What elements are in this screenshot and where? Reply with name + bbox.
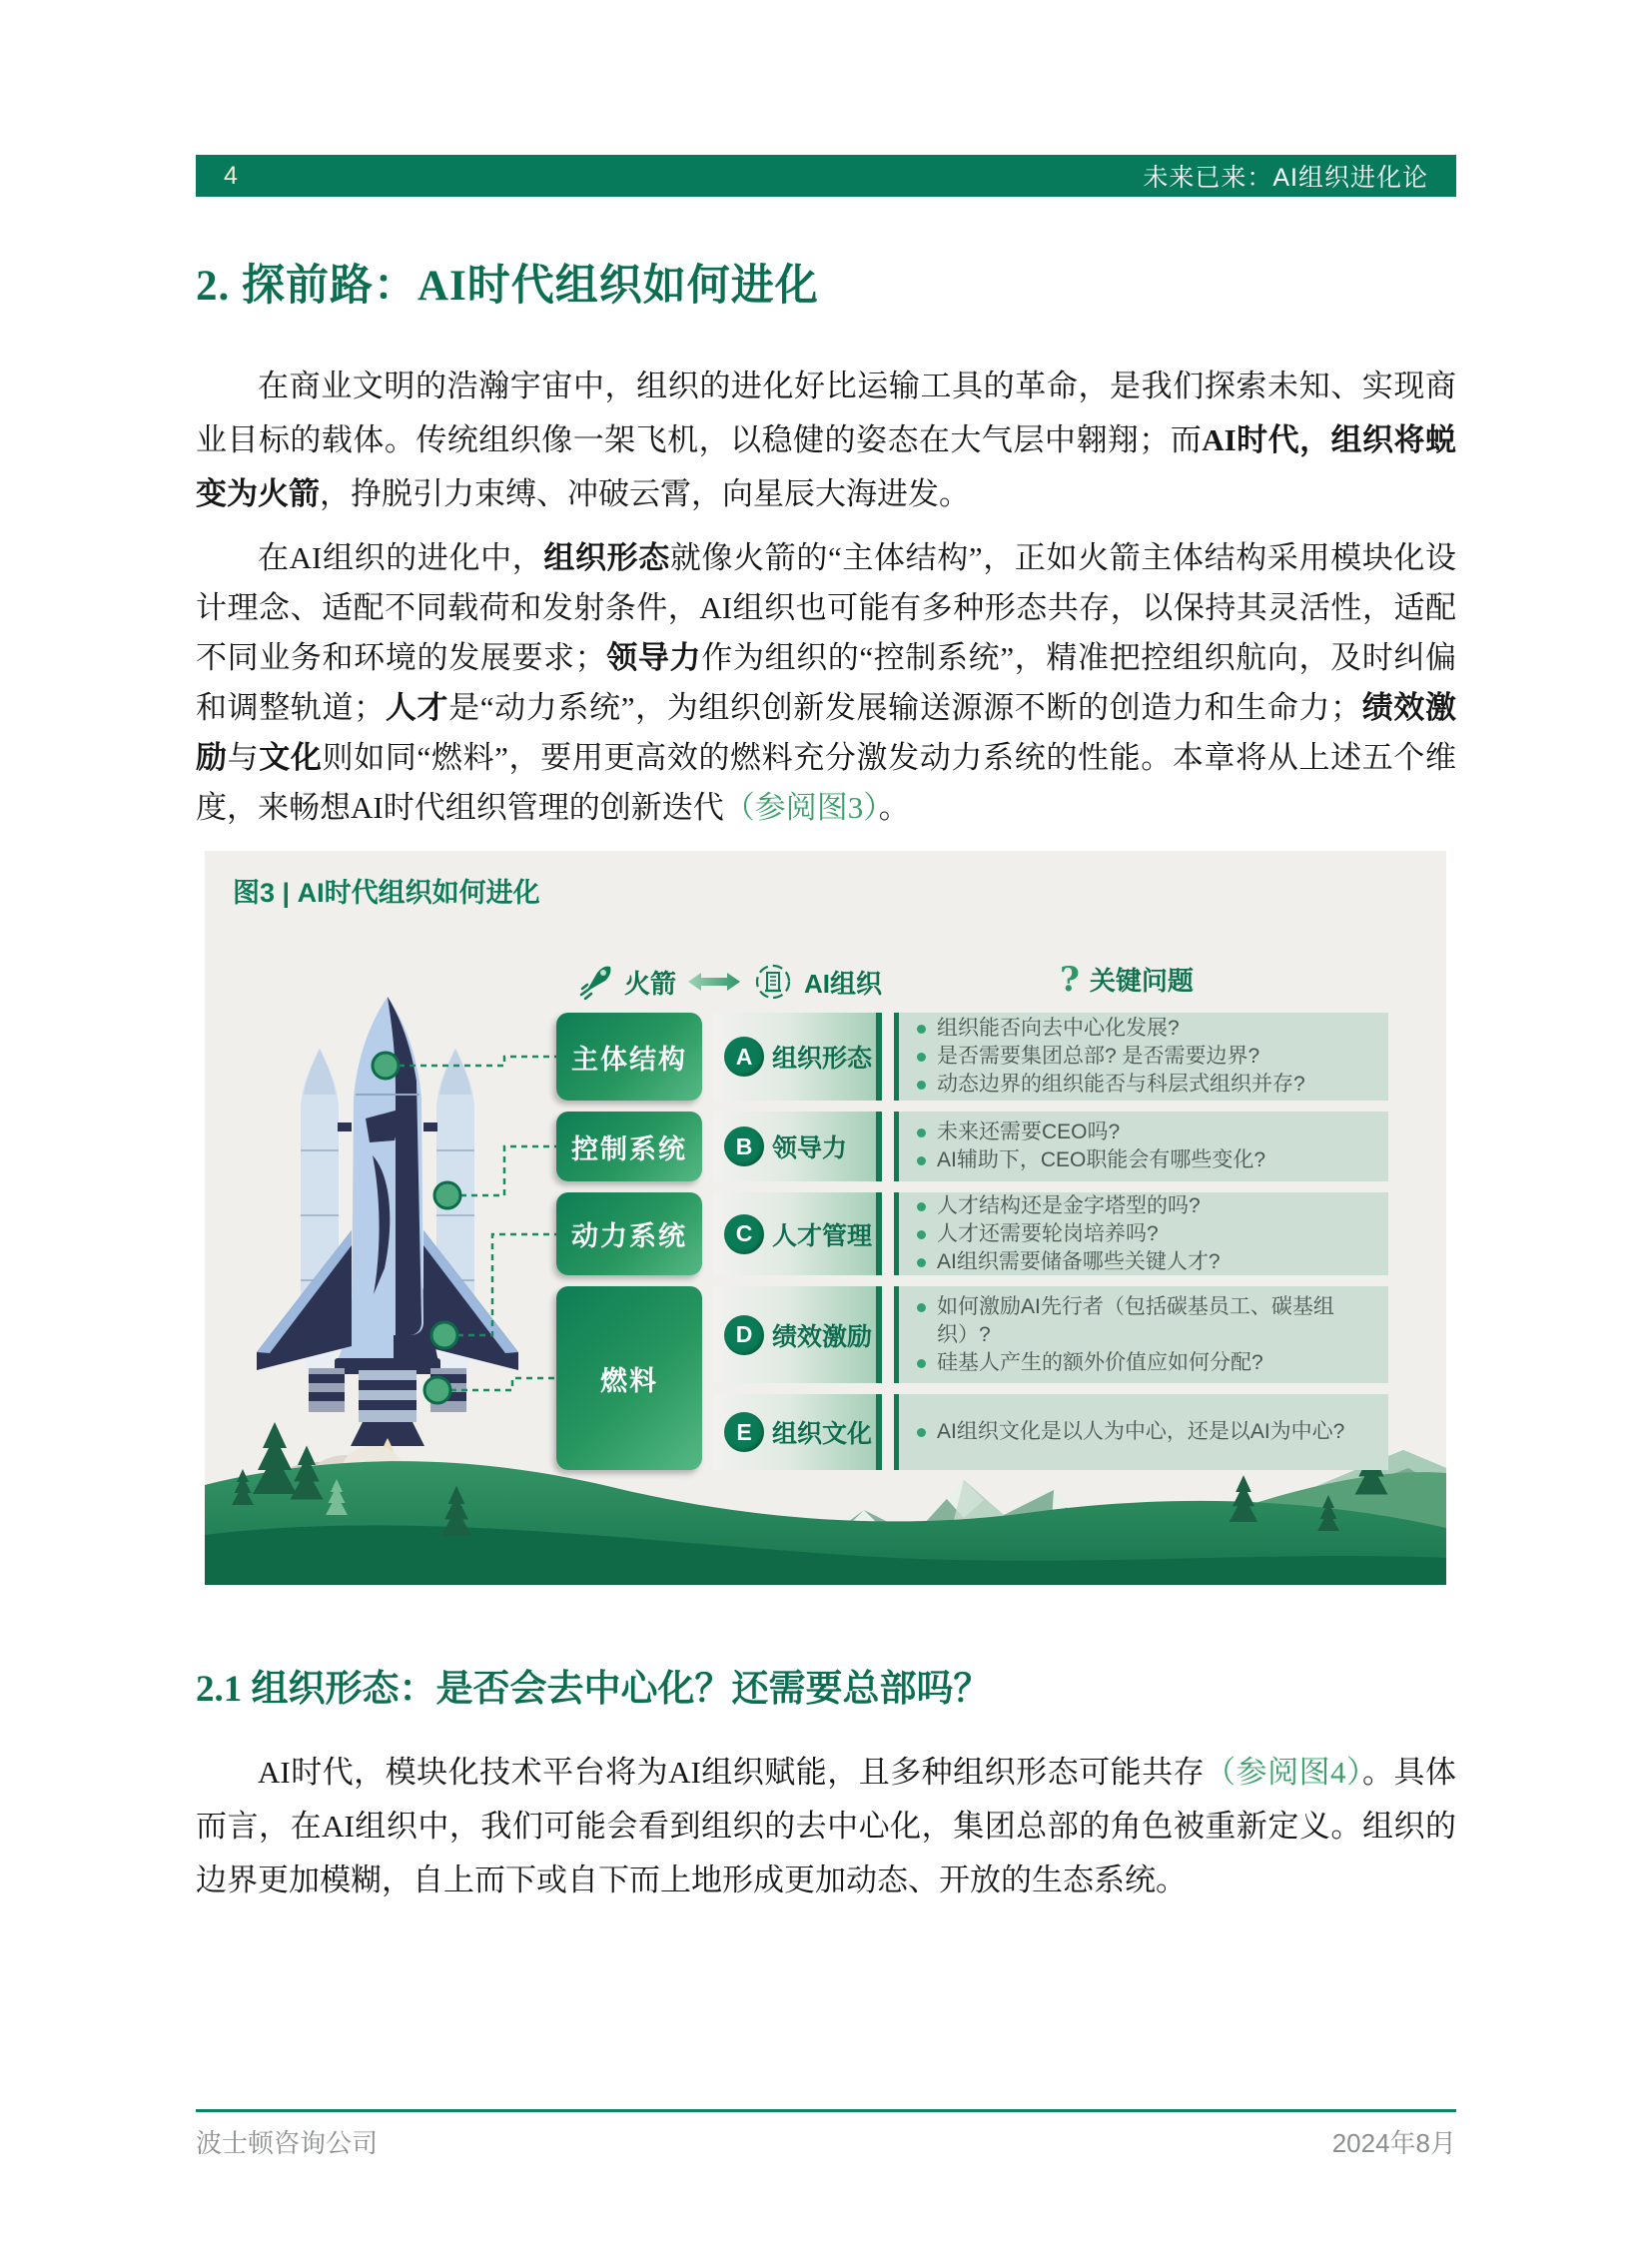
text-run: AI时代，模块化技术平台将为AI组织赋能，且多种组织形态可能共存 (258, 1755, 1206, 1790)
org-dimension-cell (714, 1286, 882, 1383)
question-item: 人才结构还是金字塔型的吗? (915, 1192, 1221, 1220)
text-run-bold: 组织形态 (543, 540, 670, 575)
text-run-bold: 绩效激励 (196, 690, 1457, 775)
text-run: 在商业文明的浩瀚宇宙中，组织的进化好比运输工具的革命，是我们探索未知、实现商业目标的载体。传统组织像一架飞机，以稳健的姿态在大气层中翱翔；而 (196, 369, 1456, 457)
text-run-bold: AI时代，组织将蜕变为火箭 (196, 422, 1456, 511)
question-mark-icon: ? (1060, 959, 1080, 1000)
connector-power-system (457, 1234, 556, 1335)
text-run: 。 (878, 790, 910, 825)
text-run-bold: 领导力 (605, 640, 702, 675)
text-run-bold: 文化 (259, 740, 323, 775)
letter-badge: E (724, 1412, 764, 1452)
question-item: 组织能否向去中心化发展? (915, 1015, 1305, 1043)
text-run: 与 (227, 740, 260, 775)
question-item: AI辅助下，CEO职能会有哪些变化? (915, 1146, 1265, 1174)
row-leadership (556, 1112, 1388, 1181)
figure-3-panel (205, 851, 1446, 1585)
section-title: 2. 探前路：AI时代组织如何进化 (196, 263, 819, 310)
rocket-part-label: 动力系统 (556, 1192, 702, 1275)
org-dimension-label: 组织形态 (772, 1045, 873, 1073)
org-dimension-cell (714, 1013, 882, 1101)
org-dimension-label: 组织文化 (772, 1420, 873, 1448)
letter-badge: A (724, 1037, 764, 1077)
legend-org-label: AI组织 (804, 968, 883, 999)
letter-badge: C (724, 1214, 764, 1254)
figure-rows (556, 1013, 1388, 1481)
figure-4-reference-link[interactable]: （参阅图4） (1205, 1755, 1363, 1790)
figure-3-reference-link[interactable]: （参阅图3） (723, 790, 879, 825)
key-questions-cell (894, 1013, 1388, 1101)
ai-organization-icon (752, 961, 794, 1003)
swap-arrow-icon (686, 970, 742, 994)
org-dimension-label: 人才管理 (772, 1221, 873, 1250)
rocket-part-label-fuel: 燃料 (556, 1286, 702, 1470)
key-questions-cell (894, 1192, 1388, 1275)
figure-legend-right (1060, 961, 1194, 998)
question-item: 未来还需要CEO吗? (915, 1119, 1265, 1146)
letter-badge: D (724, 1315, 764, 1355)
legend-questions-label: 关键问题 (1089, 966, 1194, 996)
question-item: 如何激励AI先行者（包括碳基员工、碳基组织）? (915, 1293, 1384, 1349)
connector-control-system (460, 1146, 556, 1195)
key-questions-cell (894, 1286, 1388, 1383)
text-run: 。具体而言，在AI组织中，我们可能会看到组织的去中心化，集团总部的角色被重新定义。组织的边界更加模糊，自上而下或自下而上地形成更加动态、开放的生态系统。 (196, 1755, 1457, 1897)
page-number: 4 (224, 161, 238, 190)
question-item: 人才还需要轮岗培养吗? (915, 1220, 1221, 1248)
figure-legend-left (578, 961, 882, 1003)
text-run: 就像火箭的“主体结构”，正如火箭主体结构采用模块化设计理念、适配不同载荷和发射条件，AI组织也可能有多种形态共存，以保持其灵活性，适配不同业务和环境的发展要求； (196, 540, 1456, 675)
page-header-bar (196, 155, 1456, 197)
connector-body-structure (399, 1057, 556, 1066)
question-item: AI组织文化是以人为中心，还是以AI为中心? (915, 1418, 1344, 1446)
paragraph-2 (196, 533, 1456, 833)
subsection-title: 2.1 组织形态：是否会去中心化？还需要总部吗？ (196, 1669, 991, 1710)
letter-badge: B (724, 1126, 764, 1166)
figure-title: 图3 | AI时代组织如何进化 (233, 878, 540, 908)
question-item: AI组织需要储备哪些关键人才? (915, 1248, 1221, 1276)
legend-rocket-label: 火箭 (624, 968, 677, 999)
org-dimension-label: 绩效激励 (772, 1322, 873, 1351)
paragraph-3 (196, 1746, 1456, 1907)
text-run: 在AI组织的进化中， (258, 540, 544, 575)
question-item: 动态边界的组织能否与科层式组织并存? (915, 1071, 1305, 1099)
marker-dots (373, 1053, 460, 1403)
paragraph-1 (196, 360, 1456, 521)
rocket-part-label: 控制系统 (556, 1112, 702, 1181)
org-dimension-cell (714, 1394, 882, 1470)
row-talent (556, 1192, 1388, 1275)
footer-company: 波士顿咨询公司 (196, 2128, 379, 2158)
text-run: ，挣脱引力束缚、冲破云霄，向星辰大海进发。 (320, 476, 970, 511)
row-organization-form (556, 1013, 1388, 1101)
text-run-bold: 人才 (385, 690, 449, 725)
org-dimension-cell (714, 1192, 882, 1275)
text-run: 作为组织的“控制系统”，精准把控组织航向，及时纠偏和调整轨道； (196, 640, 1456, 725)
org-dimension-cell (714, 1112, 882, 1181)
footer-date: 2024年8月 (1331, 2128, 1456, 2158)
text-run: 是“动力系统”，为组织创新发展输送源源不断的创造力和生命力； (448, 690, 1362, 725)
rocket-part-label: 主体结构 (556, 1013, 702, 1101)
text-run: 则如同“燃料”，要用更高效的燃料充分激发动力系统的性能。本章将从上述五个维度，来畅想AI时代组织管理的创新迭代 (196, 740, 1457, 825)
org-dimension-label: 领导力 (772, 1134, 848, 1162)
key-questions-cell (894, 1112, 1388, 1181)
page-header-title: 未来已来：AI组织进化论 (1143, 164, 1428, 192)
question-item: 硅基人产生的额外价值应如何分配? (915, 1349, 1384, 1377)
key-questions-cell (894, 1394, 1388, 1470)
rocket-icon (578, 964, 614, 1000)
footer-divider (196, 2109, 1456, 2112)
connector-fuel (450, 1378, 556, 1390)
question-item: 是否需要集团总部? 是否需要边界? (915, 1043, 1305, 1071)
page-footer (196, 2123, 1456, 2160)
